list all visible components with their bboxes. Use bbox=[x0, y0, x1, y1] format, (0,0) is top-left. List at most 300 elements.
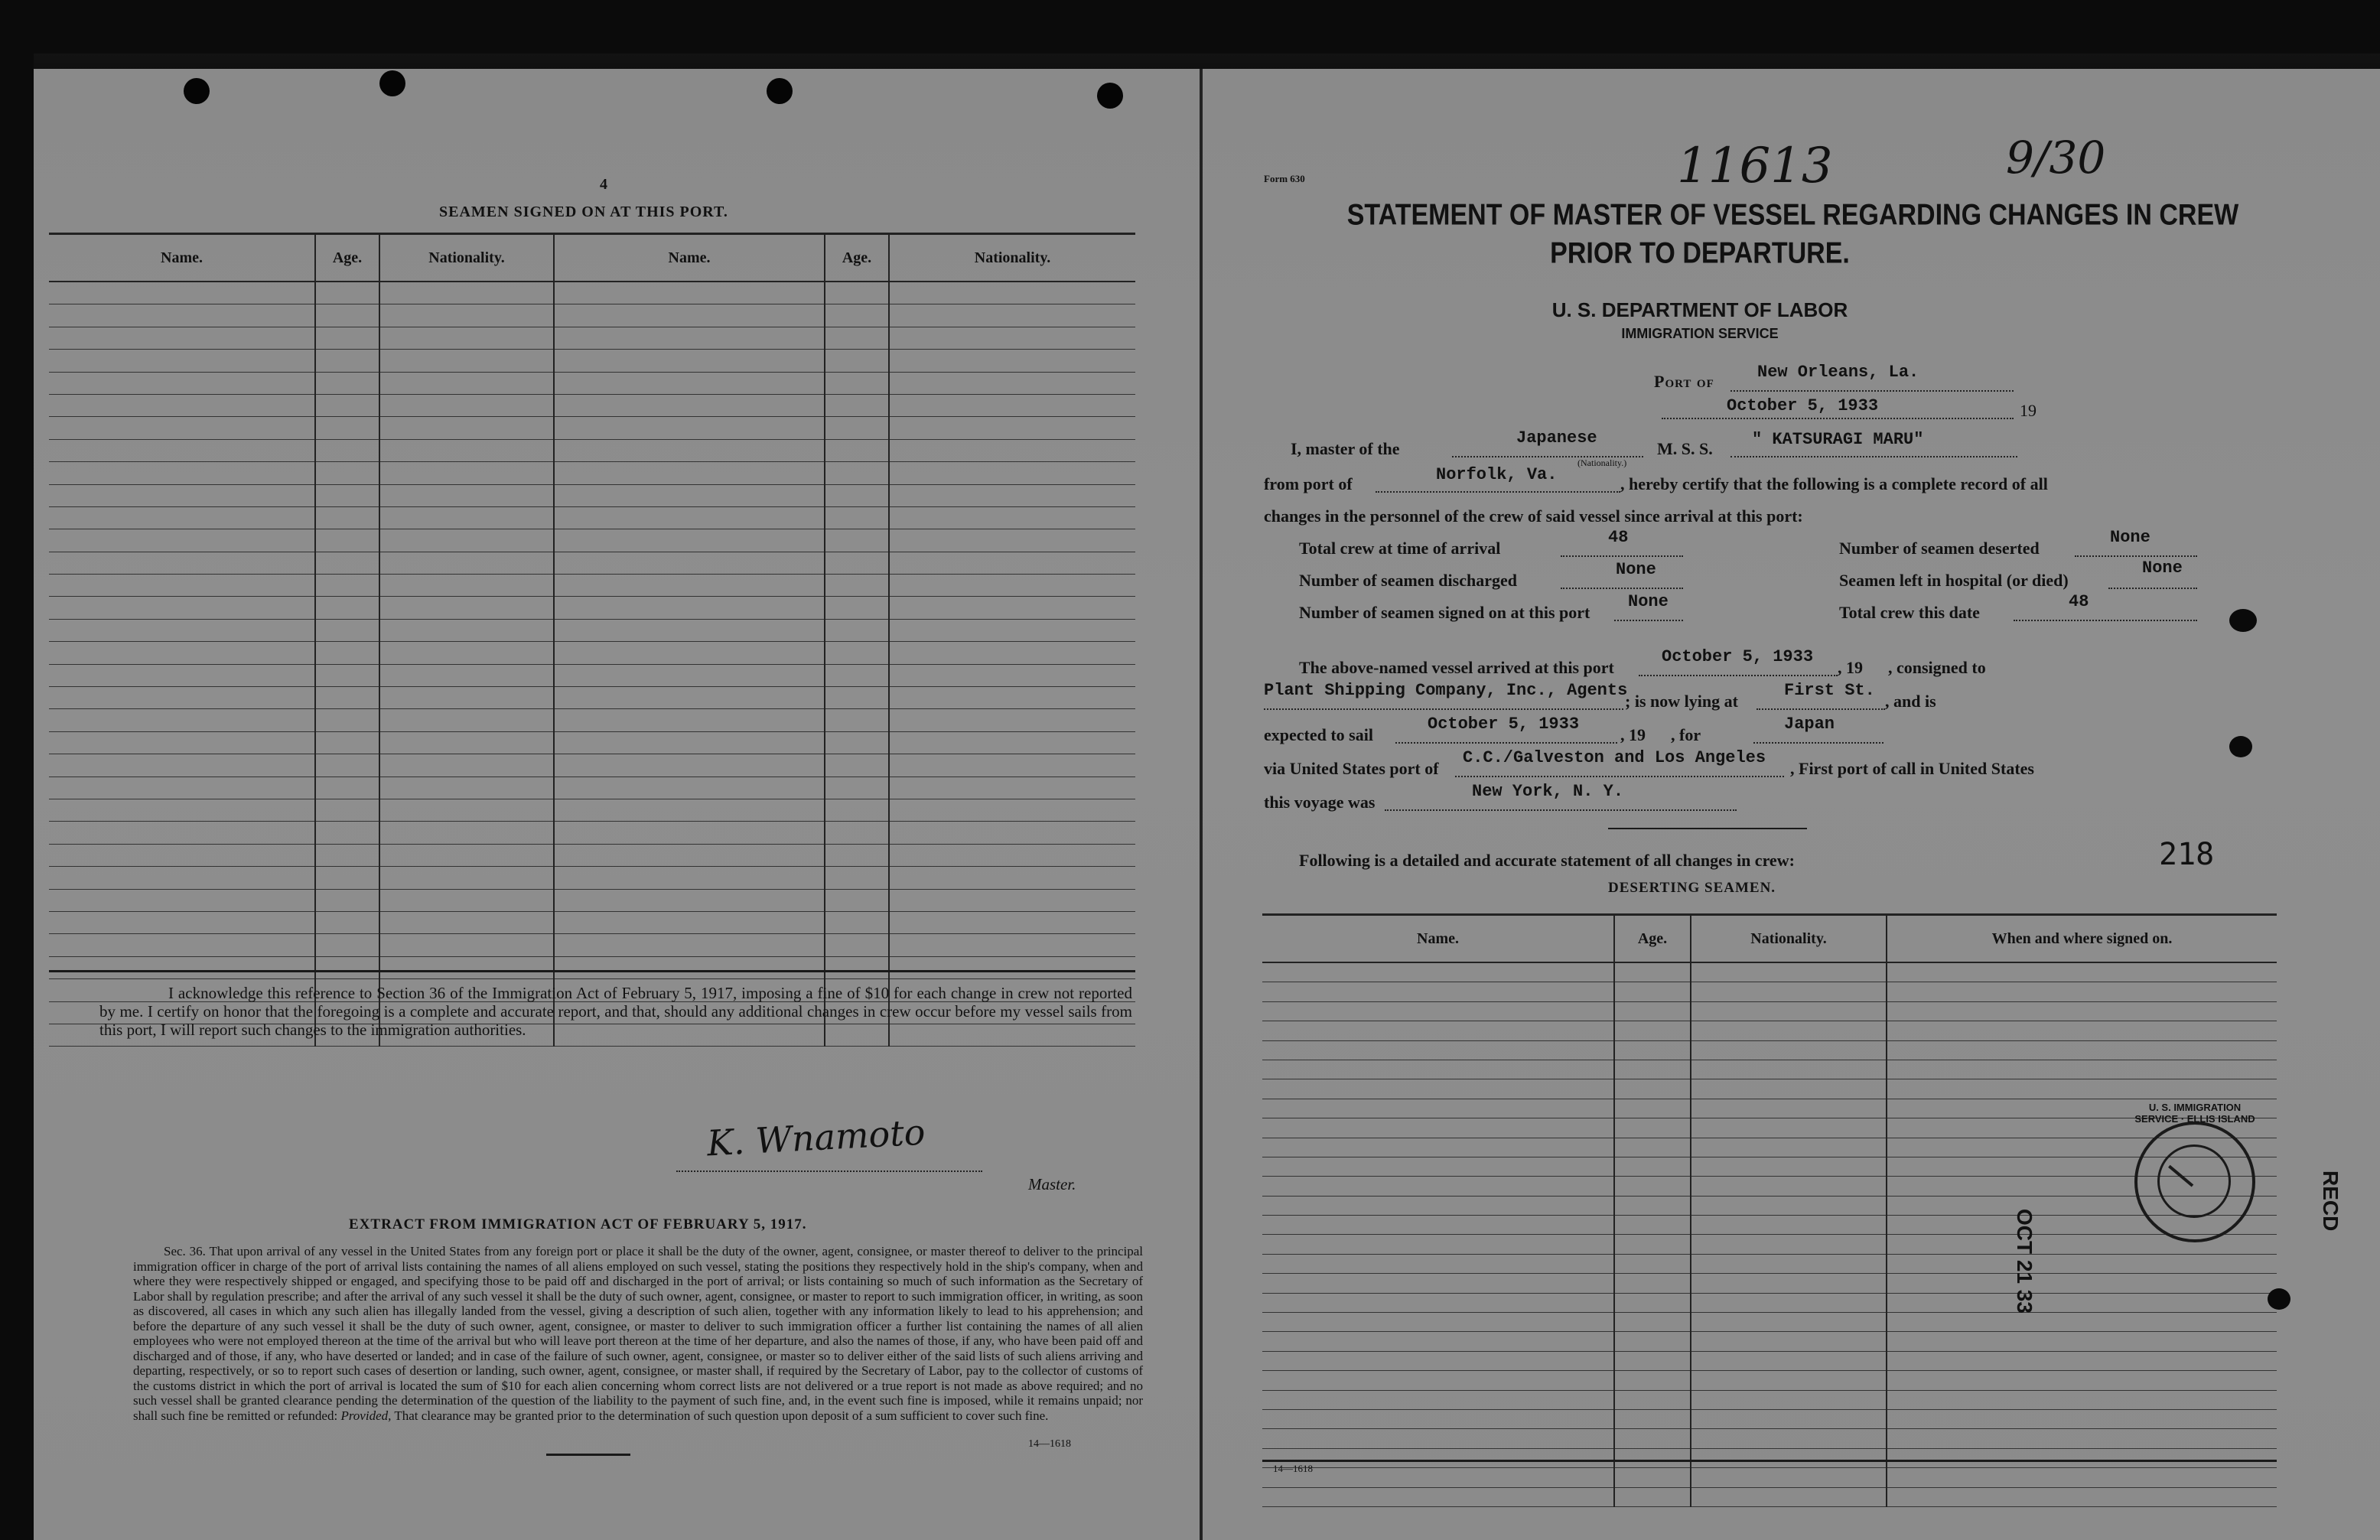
stamp-outer-text: U. S. IMMIGRATION SERVICE · ELLIS ISLAND bbox=[2134, 1102, 2255, 1125]
table-cell bbox=[315, 462, 379, 484]
table-row bbox=[1262, 1254, 2277, 1273]
hospital-label: Seamen left in hospital (or died) bbox=[1839, 571, 2069, 590]
deserted-line bbox=[2075, 555, 2197, 557]
table-cell bbox=[49, 687, 315, 709]
table-cell bbox=[379, 822, 554, 844]
table-cell bbox=[49, 731, 315, 754]
table-row bbox=[49, 552, 1135, 574]
year-prefix: 19 bbox=[2020, 401, 2037, 420]
table-cell bbox=[1262, 1040, 1614, 1060]
table-cell bbox=[1614, 1429, 1691, 1448]
total-crew-date-line bbox=[2014, 620, 2197, 621]
table-cell bbox=[554, 822, 825, 844]
table-cell bbox=[1262, 1060, 1614, 1079]
table-cell bbox=[1262, 1429, 1614, 1448]
table-row bbox=[49, 439, 1135, 461]
table-cell bbox=[554, 506, 825, 529]
table-cell bbox=[1887, 1040, 2277, 1060]
arrived-value: October 5, 1933 bbox=[1662, 647, 1814, 666]
table-row bbox=[49, 597, 1135, 619]
handwritten-count: 218 bbox=[2159, 837, 2215, 872]
table-cell bbox=[825, 934, 889, 956]
table-cell bbox=[49, 552, 315, 574]
total-crew-arrival-label: Total crew at time of arrival bbox=[1299, 539, 1501, 558]
table-cell bbox=[49, 709, 315, 731]
table-row bbox=[1262, 1079, 2277, 1099]
table-cell bbox=[49, 822, 315, 844]
table-cell bbox=[1887, 1468, 2277, 1487]
table-cell bbox=[1691, 1001, 1887, 1021]
table-cell bbox=[1887, 1487, 2277, 1506]
table-cell bbox=[49, 664, 315, 686]
table-cell bbox=[825, 777, 889, 799]
table-cell bbox=[825, 552, 889, 574]
table-cell bbox=[1691, 1235, 1887, 1254]
table-cell bbox=[825, 462, 889, 484]
table-cell bbox=[554, 304, 825, 327]
master-label: Master. bbox=[1028, 1175, 1076, 1193]
table-cell bbox=[1614, 1293, 1691, 1312]
table-row bbox=[49, 506, 1135, 529]
deserted-value: None bbox=[2110, 528, 2150, 547]
port-value: New Orleans, La. bbox=[1757, 363, 1919, 382]
table-cell bbox=[1887, 1429, 2277, 1448]
stamp-recd: RECD bbox=[2319, 1170, 2343, 1232]
table-cell bbox=[315, 484, 379, 506]
table-row bbox=[49, 822, 1135, 844]
table-cell bbox=[49, 867, 315, 889]
table-cell bbox=[1614, 1487, 1691, 1506]
signature-line bbox=[676, 1170, 982, 1172]
table-cell bbox=[1887, 1448, 2277, 1467]
table-cell bbox=[889, 687, 1135, 709]
table-row bbox=[1262, 962, 2277, 982]
table-cell bbox=[554, 687, 825, 709]
table-cell bbox=[1691, 1254, 1887, 1273]
table-cell bbox=[889, 889, 1135, 911]
table-cell bbox=[1262, 1371, 1614, 1390]
table-cell bbox=[889, 394, 1135, 416]
table-cell bbox=[825, 731, 889, 754]
table-cell bbox=[379, 687, 554, 709]
table-cell bbox=[49, 506, 315, 529]
deserting-title: DESERTING SEAMEN. bbox=[1608, 880, 1776, 896]
table-cell bbox=[1262, 1001, 1614, 1021]
table-cell bbox=[1691, 1079, 1887, 1099]
table-cell bbox=[315, 529, 379, 552]
table-cell bbox=[379, 417, 554, 439]
table-row bbox=[1262, 1448, 2277, 1467]
table-cell bbox=[1614, 962, 1691, 982]
consignee-line bbox=[1264, 708, 1623, 710]
table-cell bbox=[379, 709, 554, 731]
table-row bbox=[1262, 1429, 2277, 1448]
table-cell bbox=[49, 956, 315, 978]
table-cell bbox=[1262, 1351, 1614, 1370]
table-row bbox=[1262, 1468, 2277, 1487]
table-cell bbox=[1614, 1313, 1691, 1332]
first-port-label: , First port of call in United States bbox=[1790, 759, 2034, 778]
column-header: Age. bbox=[1614, 915, 1691, 963]
table-row bbox=[49, 889, 1135, 911]
table-cell bbox=[554, 911, 825, 933]
table-cell bbox=[379, 350, 554, 372]
date-value: October 5, 1933 bbox=[1727, 396, 1879, 415]
table-cell bbox=[1691, 1216, 1887, 1235]
voyage-label: this voyage was bbox=[1264, 793, 1376, 812]
table-cell bbox=[379, 304, 554, 327]
for-value: Japan bbox=[1784, 715, 1835, 734]
table-cell bbox=[825, 889, 889, 911]
table-cell bbox=[1262, 1468, 1614, 1487]
lying-line bbox=[1757, 708, 1885, 710]
table-cell bbox=[889, 664, 1135, 686]
table-cell bbox=[49, 754, 315, 777]
table-cell bbox=[1614, 1196, 1691, 1215]
table-cell bbox=[1691, 1196, 1887, 1215]
table-cell bbox=[554, 597, 825, 619]
table-cell bbox=[315, 709, 379, 731]
extract-body: Sec. 36. That upon arrival of any vessel in the United States from any foreign port or place it shall be the duty of the owner, agent, consignee, or master thereof to deliver to the principal immigration officer in charge of the port of arrival lists containing the names of all aliens employed on such vessel, stating the positions they respectively hold in the ship's company, when and where they were respectively shipped or engaged, and specifying those to be paid off and discharged in the port of arrival; or lists containing so much of such information as the Secretary of Labor shall by regulation prescribe; and after the arrival of any such vessel it shall be the duty of such owner, agent, consignee, or master to report to such immigration officer, in writing, as soon as discovered, all cases in which any such alien has illegally landed from the vessel, giving a description of such alien, together with any information likely to lead to his apprehension; and before the departure of any such vessel it shall be the duty of such owner, agent, consignee, or master to deliver to such immigration officer a further list containing the names of all alien employees who were not employed thereon at the time of the arrival but who will leave port thereon at the time of her departure, and also the names of those, if any, who have been paid off and discharged and of those, if any, who have deserted or landed; and in case of the failure of such owner, agent, consignee, or master so to deliver either of the said lists of such aliens arriving and departing, respectively, or so to report such cases of desertion or landing, such owner, agent, consignee, or master shall, if required by the Secretary of Labor, pay to the collector of customs of the customs district in which the port of arrival is located the sum of $10 for each alien concerning whom correct lists are not delivered or a true report is not made as above required; and no such vessel shall be granted clearance pending the determination of the question of the liability to the payment of such fine, and, in the event such fine is imposed, while it remains unpaid; nor shall such fine be remitted or refunded: bbox=[133, 1244, 1143, 1423]
table-cell bbox=[379, 597, 554, 619]
table-cell bbox=[315, 372, 379, 394]
table-cell bbox=[1262, 962, 1614, 982]
table-row bbox=[49, 844, 1135, 866]
table-cell bbox=[315, 799, 379, 821]
table-cell bbox=[1262, 1118, 1614, 1138]
right-footer-code: 14—1618 bbox=[1273, 1463, 1313, 1474]
table-cell bbox=[315, 934, 379, 956]
table-cell bbox=[1691, 1021, 1887, 1040]
table-cell bbox=[315, 642, 379, 664]
table-cell bbox=[49, 642, 315, 664]
table-cell bbox=[554, 282, 825, 304]
table-row bbox=[49, 484, 1135, 506]
table-cell bbox=[1887, 1390, 2277, 1409]
certify-text: , hereby certify that the following is a complete record of all bbox=[1620, 474, 2048, 493]
table-cell bbox=[1614, 1177, 1691, 1196]
table-cell bbox=[889, 619, 1135, 641]
form-title-line2: PRIOR TO DEPARTURE. bbox=[1550, 236, 1850, 270]
table-cell bbox=[315, 911, 379, 933]
table-bottom-rule bbox=[49, 970, 1135, 972]
table-cell bbox=[1691, 1409, 1887, 1428]
table-cell bbox=[554, 642, 825, 664]
via-label: via United States port of bbox=[1264, 759, 1439, 778]
table-cell bbox=[1262, 1196, 1614, 1215]
table-cell bbox=[1262, 1487, 1614, 1506]
via-line bbox=[1455, 776, 1784, 777]
table-cell bbox=[1262, 1390, 1614, 1409]
nationality-value: Japanese bbox=[1516, 428, 1597, 448]
table-cell bbox=[379, 394, 554, 416]
table-cell bbox=[1262, 1235, 1614, 1254]
table-cell bbox=[554, 754, 825, 777]
printer-mark bbox=[546, 1454, 630, 1456]
table-cell bbox=[889, 709, 1135, 731]
table-cell bbox=[49, 417, 315, 439]
table-cell bbox=[49, 350, 315, 372]
table-row bbox=[49, 372, 1135, 394]
table-cell bbox=[1614, 1371, 1691, 1390]
page-number: 4 bbox=[600, 176, 607, 193]
table-cell bbox=[825, 619, 889, 641]
table-cell bbox=[554, 462, 825, 484]
table-cell bbox=[1887, 1293, 2277, 1312]
table-cell bbox=[315, 889, 379, 911]
table-cell bbox=[554, 799, 825, 821]
column-header: Age. bbox=[825, 234, 889, 282]
table-cell bbox=[1614, 1001, 1691, 1021]
table-cell bbox=[825, 597, 889, 619]
table-cell bbox=[889, 529, 1135, 552]
column-header: Nationality. bbox=[379, 234, 554, 282]
table-cell bbox=[825, 439, 889, 461]
table-header-row bbox=[1262, 915, 2277, 963]
table-cell bbox=[825, 575, 889, 597]
table-cell bbox=[379, 619, 554, 641]
table-row bbox=[49, 575, 1135, 597]
from-port-line bbox=[1376, 491, 1620, 493]
table-cell bbox=[315, 687, 379, 709]
seamen-signed-on-table bbox=[49, 233, 1135, 1047]
table-cell bbox=[1691, 1138, 1887, 1157]
table-cell bbox=[1614, 1235, 1691, 1254]
signed-on-value: None bbox=[1628, 592, 1669, 611]
arrived-line bbox=[1639, 675, 1838, 676]
table-cell bbox=[889, 552, 1135, 574]
table-row bbox=[1262, 1021, 2277, 1040]
table-cell bbox=[379, 552, 554, 574]
lying-label: ; is now lying at bbox=[1625, 692, 1738, 711]
table-cell bbox=[889, 439, 1135, 461]
table-cell bbox=[1262, 1293, 1614, 1312]
discharged-value: None bbox=[1616, 560, 1656, 579]
table-cell bbox=[379, 844, 554, 866]
form-number: Form 630 bbox=[1264, 173, 1305, 184]
table-cell bbox=[554, 664, 825, 686]
table-row bbox=[49, 282, 1135, 304]
changes-text: changes in the personnel of the crew of said vessel since arrival at this port: bbox=[1264, 506, 1803, 526]
table-cell bbox=[379, 934, 554, 956]
table-cell bbox=[1614, 1351, 1691, 1370]
table-cell bbox=[1614, 1409, 1691, 1428]
table-cell bbox=[889, 777, 1135, 799]
table-cell bbox=[554, 575, 825, 597]
table-cell bbox=[1262, 1177, 1614, 1196]
following-label: Following is a detailed and accurate statement of all changes in crew: bbox=[1299, 851, 1795, 870]
table-row bbox=[1262, 1274, 2277, 1293]
extract-title: EXTRACT FROM IMMIGRATION ACT OF FEBRUARY 5, 1917. bbox=[349, 1216, 807, 1232]
table-cell bbox=[49, 462, 315, 484]
table-row bbox=[49, 934, 1135, 956]
table-cell bbox=[1614, 1099, 1691, 1118]
table-row bbox=[1262, 1177, 2277, 1196]
table-cell bbox=[825, 484, 889, 506]
date-line bbox=[1662, 418, 2014, 419]
extract-text bbox=[133, 1244, 1143, 1423]
table-cell bbox=[1614, 1157, 1691, 1176]
extract-proviso: That clearance may be granted prior to the determination of such question upon deposit of a sum sufficient to cover such fine. bbox=[391, 1408, 1049, 1423]
table-cell bbox=[1614, 1060, 1691, 1079]
table-cell bbox=[889, 822, 1135, 844]
table-cell bbox=[1691, 1313, 1887, 1332]
table-cell bbox=[889, 372, 1135, 394]
binder-hole bbox=[184, 78, 210, 104]
port-label: Port of bbox=[1654, 372, 1714, 391]
table-cell bbox=[49, 282, 315, 304]
handwritten-number: 11613 bbox=[1677, 138, 1833, 194]
table-cell bbox=[825, 844, 889, 866]
signed-on-line bbox=[1614, 620, 1683, 621]
table-cell bbox=[825, 529, 889, 552]
table-cell bbox=[1614, 1468, 1691, 1487]
table-cell bbox=[825, 911, 889, 933]
table-cell bbox=[1887, 962, 2277, 982]
consigned-label: , 19 , consigned to bbox=[1838, 658, 1986, 677]
table-row bbox=[49, 799, 1135, 821]
table-cell bbox=[825, 822, 889, 844]
table-cell bbox=[825, 506, 889, 529]
table-cell bbox=[1691, 1040, 1887, 1060]
master-of-label: I, master of the bbox=[1291, 439, 1400, 458]
table-cell bbox=[889, 304, 1135, 327]
table-cell bbox=[1262, 1409, 1614, 1428]
table-cell bbox=[554, 529, 825, 552]
stamp-date: OCT 21 33 bbox=[2013, 1209, 2037, 1314]
table-row bbox=[1262, 1099, 2277, 1118]
table-cell bbox=[315, 822, 379, 844]
table-cell bbox=[1614, 1448, 1691, 1467]
table-cell bbox=[315, 552, 379, 574]
lying-value: First St. bbox=[1784, 681, 1875, 700]
table-cell bbox=[379, 529, 554, 552]
table-cell bbox=[889, 484, 1135, 506]
table-cell bbox=[1262, 982, 1614, 1001]
expected-value: October 5, 1933 bbox=[1428, 715, 1580, 734]
table-row bbox=[49, 664, 1135, 686]
table-cell bbox=[825, 687, 889, 709]
table-cell bbox=[1887, 1254, 2277, 1273]
total-crew-date-label: Total crew this date bbox=[1839, 603, 1980, 622]
table-cell bbox=[889, 597, 1135, 619]
table-row bbox=[1262, 1157, 2277, 1176]
column-header: Nationality. bbox=[889, 234, 1135, 282]
table-cell bbox=[1262, 1021, 1614, 1040]
table-row bbox=[49, 709, 1135, 731]
table-cell bbox=[1614, 982, 1691, 1001]
table-row bbox=[1262, 1313, 2277, 1332]
table-cell bbox=[1262, 1216, 1614, 1235]
table-cell bbox=[889, 327, 1135, 349]
arrived-label: The above-named vessel arrived at this port bbox=[1299, 658, 1614, 677]
deserting-seamen-table bbox=[1262, 913, 2277, 1507]
table-cell bbox=[1691, 1099, 1887, 1118]
table-cell bbox=[1691, 1390, 1887, 1409]
master-signature: K. Wnamoto bbox=[705, 1111, 926, 1164]
table-cell bbox=[825, 372, 889, 394]
table-cell bbox=[554, 844, 825, 866]
total-crew-arrival-line bbox=[1561, 555, 1683, 557]
table-cell bbox=[379, 642, 554, 664]
table-cell bbox=[554, 417, 825, 439]
table-cell bbox=[889, 417, 1135, 439]
table-cell bbox=[1887, 1079, 2277, 1099]
table-cell bbox=[379, 911, 554, 933]
table-cell bbox=[825, 664, 889, 686]
table-cell bbox=[825, 754, 889, 777]
table-cell bbox=[49, 439, 315, 461]
table-cell bbox=[49, 327, 315, 349]
table-cell bbox=[379, 664, 554, 686]
right-page bbox=[1200, 69, 2380, 1540]
table-row bbox=[49, 867, 1135, 889]
table-cell bbox=[1614, 1079, 1691, 1099]
table-cell bbox=[825, 350, 889, 372]
voyage-value: New York, N. Y. bbox=[1472, 782, 1624, 801]
table-cell bbox=[1262, 1448, 1614, 1467]
department-name: U. S. DEPARTMENT OF LABOR bbox=[1551, 298, 1848, 321]
table-cell bbox=[315, 597, 379, 619]
table-cell bbox=[315, 754, 379, 777]
table-header-row bbox=[49, 234, 1135, 282]
table-cell bbox=[1691, 1332, 1887, 1351]
table-row bbox=[1262, 1118, 2277, 1138]
table-cell bbox=[315, 417, 379, 439]
table-cell bbox=[379, 439, 554, 461]
table-cell bbox=[315, 664, 379, 686]
table-cell bbox=[1614, 1274, 1691, 1293]
table-cell bbox=[315, 304, 379, 327]
total-crew-arrival-value: 48 bbox=[1608, 528, 1629, 547]
table-cell bbox=[1691, 1274, 1887, 1293]
table-cell bbox=[889, 799, 1135, 821]
acknowledgement-text: I acknowledge this reference to Section 36 of the Immigration Act of February 5, 1917, imposing a fine of $10 for each change in crew not reported by me. I certify on honor that the foregoing is a complete and accurate report, and that, should any additional changes in crew occur before my vessel sails from this port, I will report such changes to the immigration authorities. bbox=[99, 984, 1132, 1039]
table-cell bbox=[315, 575, 379, 597]
table-cell bbox=[1887, 1351, 2277, 1370]
total-crew-date-value: 48 bbox=[2069, 592, 2089, 611]
table-cell bbox=[1691, 1468, 1887, 1487]
vessel-line bbox=[1730, 456, 2017, 457]
table-cell bbox=[889, 731, 1135, 754]
table-row bbox=[1262, 1001, 2277, 1021]
table-row bbox=[1262, 1409, 2277, 1428]
table-cell bbox=[1614, 1332, 1691, 1351]
table-cell bbox=[554, 327, 825, 349]
from-port-label: from port of bbox=[1264, 474, 1353, 493]
ms-label: M. S. S. bbox=[1657, 439, 1713, 458]
table-row bbox=[49, 642, 1135, 664]
table-row bbox=[49, 304, 1135, 327]
table-cell bbox=[379, 462, 554, 484]
table-cell bbox=[1614, 1390, 1691, 1409]
ink-blot bbox=[2229, 609, 2257, 632]
table-cell bbox=[1887, 1409, 2277, 1428]
table-cell bbox=[49, 484, 315, 506]
table-cell bbox=[825, 282, 889, 304]
table-row bbox=[49, 350, 1135, 372]
from-port-value: Norfolk, Va. bbox=[1436, 465, 1558, 484]
table-cell bbox=[315, 867, 379, 889]
table-row bbox=[1262, 1487, 2277, 1506]
table-cell bbox=[49, 934, 315, 956]
table-cell bbox=[1691, 1060, 1887, 1079]
table-cell bbox=[1887, 1021, 2277, 1040]
table-cell bbox=[315, 731, 379, 754]
table-cell bbox=[49, 394, 315, 416]
table-cell bbox=[379, 372, 554, 394]
table-row bbox=[49, 754, 1135, 777]
